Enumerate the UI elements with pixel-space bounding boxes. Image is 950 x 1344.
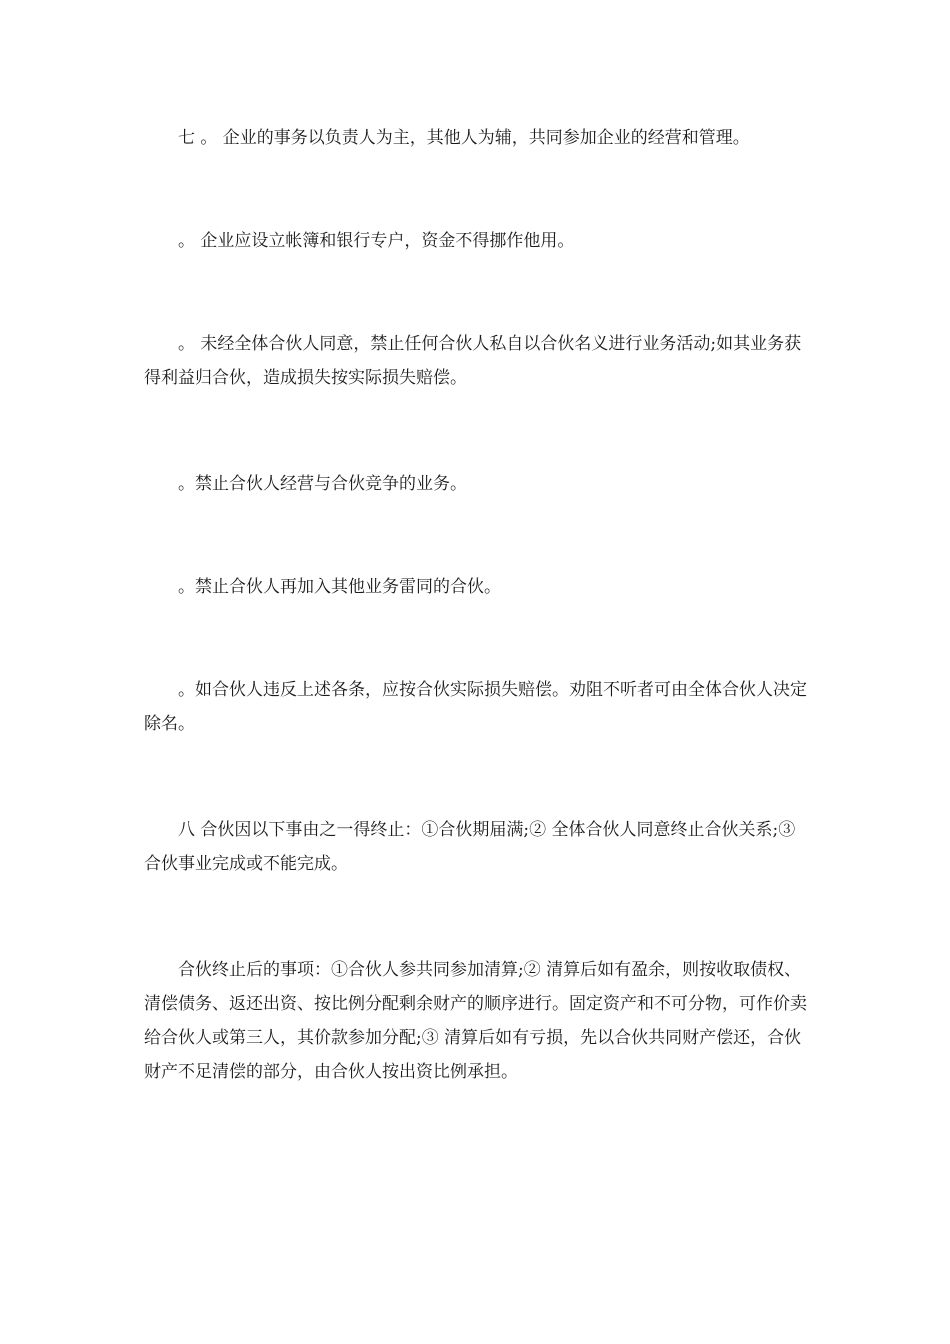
clause-paragraph: 。 未经全体合伙人同意，禁止任何合伙人私自以合伙名义进行业务活动;如其业务获得利益归合伙，造成损失按实际损失赔偿。 [144,334,802,388]
clause-paragraph: 。禁止合伙人经营与合伙竞争的业务。 [144,474,467,494]
clause-paragraph: 。 企业应设立帐簿和银行专户，资金不得挪作他用。 [144,231,575,251]
clause-paragraph: 八 合伙因以下事由之一得终止：①合伙期届满;② 全体合伙人同意终止合伙关系;③ 合伙事业完成或不能完成。 [144,820,801,874]
clause-paragraph: 。如合伙人违反上述各条，应按合伙实际损失赔偿。劝阻不听者可由全体合伙人决定除名。 [144,680,807,734]
clause-paragraph: 。禁止合伙人再加入其他业务雷同的合伙。 [144,577,501,597]
clause-paragraph: 七 。 企业的事务以负责人为主，其他人为辅，共同参加企业的经营和管理。 [144,128,750,148]
clause-paragraph: 合伙终止后的事项：①合伙人参共同参加清算;② 清算后如有盈余，则按收取债权、清偿债务、返还出资、按比例分配剩余财产的顺序进行。固定资产和不可分物，可作价卖给合伙人或第三人，其价款参加分配;③ 清算后如有亏损，先以合伙共同财产偿还，合伙财产不足清偿的部分，由合伙人按出资比例承担。 [144,960,807,1082]
